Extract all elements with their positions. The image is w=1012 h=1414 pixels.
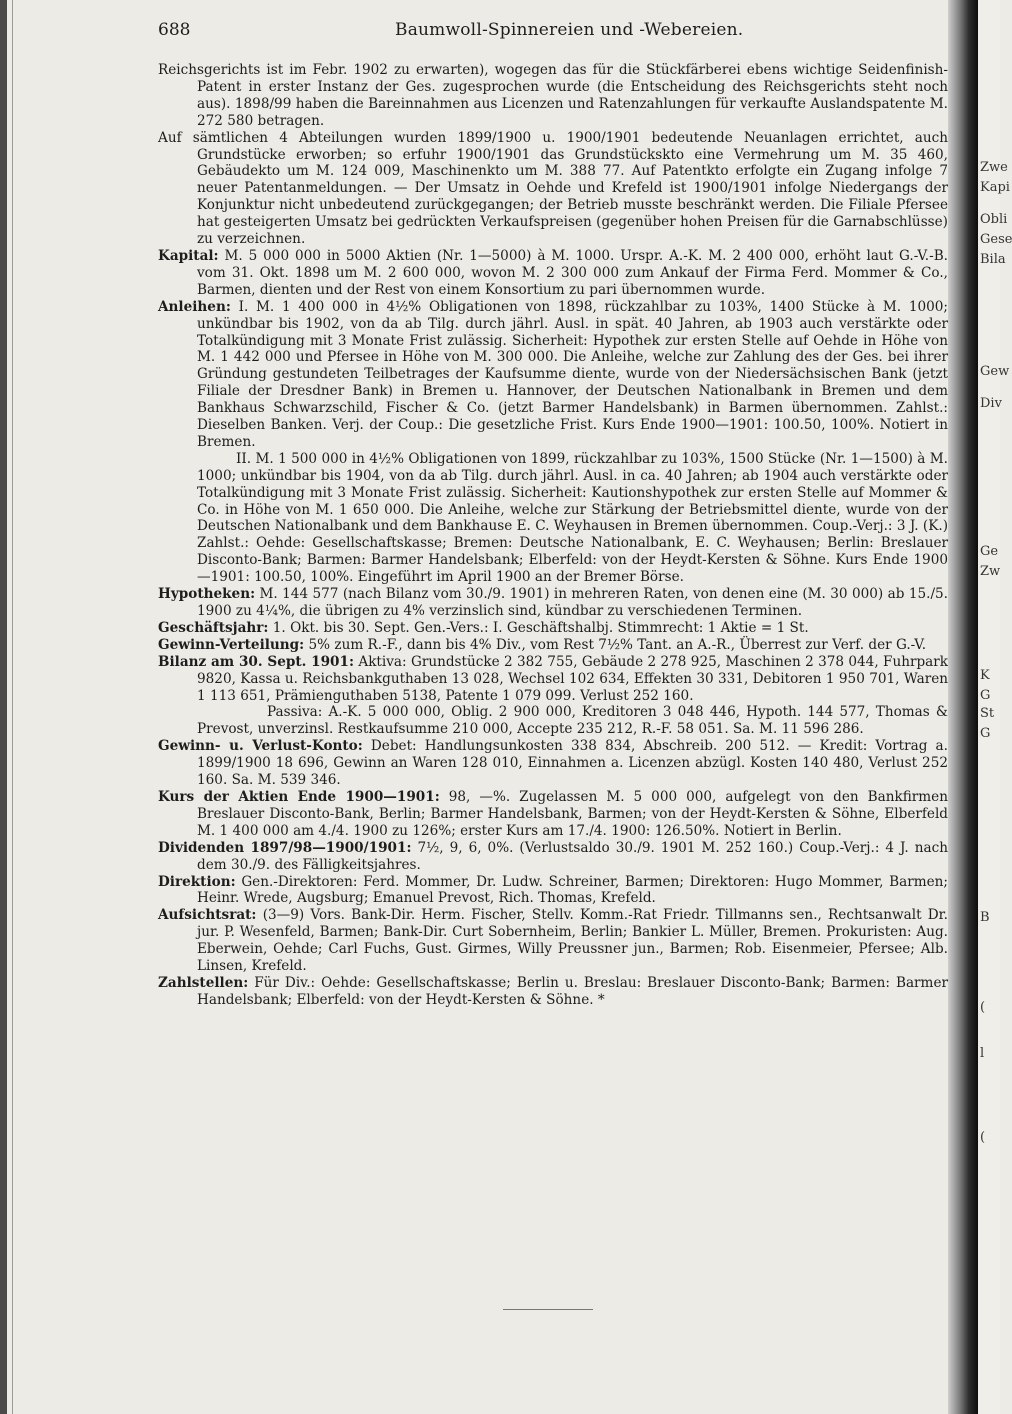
- paragraph-text: Auf sämtlichen 4 Abteilungen wurden 1899/1900 u. 1900/1901 bedeutende Neuanlagen errichtet, auch Grundstücke erworben; so erfuhr 1900/1901 das Grundstückskto eine Vermehrung um M. 35 460, Gebäudekto um M. 124 009, Maschinenkto um M. 388 77. Auf Patentkto erfolgte ein Zugang infolge 7 neuer Patentanmeldungen. — Der Umsatz in Oehde und Krefeld ist 1900/1901 infolge Niedergangs der Konjunktur nicht unbedeutend zurückgegangen; der Betrieb musste beschränkt werden. Die Filiale Pfersee hat gesteigerten Umsatz bei gedrückten Verkaufspreisen (gegenüber hohen Preisen für die Garnabschlüsse) zu verzeichnen.: [158, 129, 948, 248]
- paragraph: [158, 840, 948, 874]
- edge-fragment: Bila: [980, 252, 1006, 267]
- paragraph: [158, 637, 948, 654]
- edge-fragment: G: [980, 688, 991, 703]
- section-heading: Dividenden 1897/98—1900/1901:: [158, 839, 412, 856]
- section-heading: Anleihen:: [158, 298, 231, 315]
- paragraph-text: Aktiva: Grundstücke 2 382 755, Gebäude 2 278 925, Maschinen 2 378 044, Fuhrpark 9820, Kassa u. Reichsbankguthaben 13 028, Wechsel 102 634, Effekten 30 331, Debitoren 1 950 701, Waren 1 113 651, Prämienguthaben 5138, Patente 1 079 099. Verlust 252 160.: [197, 653, 948, 704]
- paragraph: [158, 738, 948, 789]
- running-head: Baumwoll-Spinnereien und -Webereien.: [395, 20, 744, 40]
- paragraph-text: Debet: Handlungsunkosten 338 834, Abschreib. 200 512. — Kredit: Vortrag a. 1899/1900 18 696, Gewinn an Waren 128 010, Einnahmen a. Licenzen abzügl. Kosten 140 480, Verlust 252 160. Sa. M. 539 346.: [197, 738, 948, 789]
- edge-fragment: St: [980, 706, 995, 721]
- footer-rule: [503, 1309, 593, 1310]
- paragraph: [158, 620, 948, 637]
- section-heading: Aufsichtsrat:: [158, 907, 257, 924]
- paragraph: [158, 248, 948, 299]
- paragraph: [158, 62, 948, 130]
- section-heading: Bilanz am 30. Sept. 1901:: [158, 653, 354, 670]
- paragraph: [158, 704, 948, 738]
- paragraph-text: Passiva: A.-K. 5 000 000, Oblig. 2 900 000, Kreditoren 3 048 446, Hypoth. 144 577, Thomas & Prevost, unverzinsl. Restkaufsumme 210 000, Accepte 235 212, R.-F. 58 051. Sa. M. 11 596 286.: [197, 704, 948, 738]
- page-number: 688: [158, 20, 191, 40]
- edge-fragment: K: [980, 668, 990, 683]
- paragraph: [158, 907, 948, 975]
- section-heading: Geschäftsjahr:: [158, 619, 269, 636]
- edge-fragment: B: [980, 910, 990, 925]
- edge-fragment: (: [980, 1130, 986, 1145]
- paragraph-text: M. 144 577 (nach Bilanz vom 30./9. 1901) in mehreren Raten, von denen eine (M. 30 000) ab 15./5. 1900 zu 4¼%, die übrigen zu 4% verzinslich sind, kündbar zu verschiedenen Terminen.: [197, 586, 948, 619]
- paragraph: [158, 789, 948, 840]
- paragraph-text: M. 5 000 000 in 5000 Aktien (Nr. 1—5000) à M. 1000. Urspr. A.-K. M. 2 400 000, erhöht laut G.-V.-B. vom 31. Okt. 1898 um M. 2 600 000, wovon M. 2 300 000 zum Ankauf der Firma Ferd. Mommer & Co., Barmen, dienten und der Rest von einem Konsortium zu pari übernommen wurde.: [197, 247, 949, 298]
- section-heading: Zahlstellen:: [158, 974, 249, 991]
- paragraph: [158, 975, 948, 1009]
- paragraph-text: Für Div.: Oehde: Gesellschaftskasse; Berlin u. Breslau: Breslauer Disconto-Bank; Barmen: Barmer Handelsbank; Elberfeld: von der Heydt-Kersten & Söhne. *: [197, 974, 948, 1008]
- section-heading: Gewinn-Verteilung:: [158, 636, 305, 653]
- book-gutter-shadow: [948, 0, 978, 1414]
- section-heading: Direktion:: [158, 873, 236, 890]
- edge-fragment: Kapi: [980, 180, 1010, 195]
- section-heading: Gewinn- u. Verlust-Konto:: [158, 738, 363, 755]
- edge-fragment: l: [980, 1046, 985, 1061]
- paragraph: [158, 451, 948, 586]
- paragraph-text: 7½, 9, 6, 0%. (Verlustsaldo 30./9. 1901 M. 252 160.) Coup.-Verj.: 4 J. nach dem 30./9. des Fälligkeitsjahres.: [197, 839, 948, 873]
- paragraph: [158, 586, 948, 620]
- edge-fragment: Gew: [980, 364, 1010, 379]
- paragraph-text: II. M. 1 500 000 in 4½% Obligationen von 1899, rückzahlbar zu 103%, 1500 Stücke (Nr. 1—1500) à M. 1000; unkündbar bis 1904, von da ab Tilg. durch jährl. Ausl. in ca. 40 Jahren; ab 1904 auch verstärkte oder Totalkündigung mit 3 Monate Frist zulässig. Sicherheit: Kautionshypothek zur ersten Stelle auf Mommer & Co. in Höhe von M. 1 650 000. Die Anleihe, welche zur Stärkung der Betriebsmittel diente, wurde von der Deutschen Nationalbank und dem Bankhause E. C. Weyhausen in Bremen übernommen. Coup.-Verj.: 3 J. (K.) Zahlst.: Oehde: Gesellschaftskasse; Bremen: Deutsche Nationalbank, E. C. Weyhausen; Berlin: Breslauer Disconto-Bank; Barmen: Barmer Handelsbank; Elberfeld: von der Heydt-Kersten & Söhne. Kurs Ende 1900—1901: 100.50, 100%. Eingeführt im April 1900 an der Bremer Börse.: [197, 450, 948, 586]
- paragraph: [158, 654, 948, 705]
- paragraph-text: 98, —%. Zugelassen M. 5 000 000, aufgelegt von den Bankfirmen Breslauer Disconto-Bank, Berlin; Barmer Handelsbank, Barmen; von der Heydt-Kersten & Söhne, Elberfeld M. 1 400 000 am 4./4. 1900 zu 126%; erster Kurs am 17./4. 1900: 126.50%. Notiert in Berlin.: [197, 788, 948, 839]
- section-heading: Kurs der Aktien Ende 1900—1901:: [158, 788, 440, 805]
- edge-fragment: (: [980, 1000, 986, 1015]
- edge-fragment: Obli: [980, 212, 1008, 227]
- paragraph-text: Reichsgerichts ist im Febr. 1902 zu erwarten), wogegen das für die Stückfärberei ebens wichtige Seidenfinish-Patent in erster Instanz der Ges. zugesprochen wurde (die Entscheidung des Reichsgerichts steht noch aus). 1898/99 haben die Bareinnahmen aus Licenzen und Ratenzahlungen für verkaufte Auslandspatente M. 272 580 betragen.: [158, 62, 948, 129]
- paragraph-text: 1. Okt. bis 30. Sept. Gen.-Vers.: I. Geschäftshalbj. Stimmrecht: 1 Aktie = 1 St.: [272, 619, 809, 636]
- paragraph-text: I. M. 1 400 000 in 4½% Obligationen von 1898, rückzahlbar zu 103%, 1400 Stücke à M. 1000; unkündbar bis 1902, von da ab Tilg. durch jährl. Ausl. in spät. 40 Jahren, ab 1903 auch verstärkte oder Totalkündigung mit 3 Monate Frist zulässig. Sicherheit: Hypothek zur ersten Stelle auf Oehde in Höhe von M. 1 442 000 und Pfersee in Höhe von M. 300 000. Die Anleihe, welche zur Zahlung des der Ges. bei ihrer Gründung gestundeten Teilbetrages der Kaufsumme diente, wurde von der Niedersächsischen Bank (jetzt Filiale der Dresdner Bank) in Bremen u. Hannover, der Deutschen Nationalbank in Bremen und dem Bankhaus Schwarzschild, Fischer & Co. (jetzt Barmer Handelsbank) in Barmen übernommen. Zahlst.: Dieselben Banken. Verj. der Coup.: Die gesetzliche Frist. Kurs Ende 1900—1901: 100.50, 100%. Notiert in Bremen.: [197, 298, 949, 450]
- section-heading: Kapital:: [158, 247, 219, 264]
- edge-fragment: Zw: [980, 564, 1001, 579]
- paragraph-text: 5% zum R.-F., dann bis 4% Div., vom Rest 7½% Tant. an A.-R., Überrest zur Verf. der G.-V.: [308, 636, 927, 653]
- paragraph-text: Gen.-Direktoren: Ferd. Mommer, Dr. Ludw. Schreiner, Barmen; Direktoren: Hugo Mommer, Barmen; Heinr. Wrede, Augsburg; Emanuel Prevost, Rich. Thomas, Krefeld.: [197, 873, 948, 907]
- edge-fragment: G: [980, 726, 991, 741]
- section-heading: Hypotheken:: [158, 586, 256, 603]
- paragraph: [158, 874, 948, 908]
- page-body: [158, 62, 948, 1009]
- paragraph: [158, 299, 948, 451]
- edge-fragment: Div: [980, 396, 1002, 411]
- paragraph-text: (3—9) Vors. Bank-Dir. Herm. Fischer, Stellv. Komm.-Rat Friedr. Tillmanns sen., Rechtsanwalt Dr. jur. P. Wesenfeld, Barmen; Bank-Dir. Curt Sobernheim, Berlin; Bankier L. Müller, Bremen. Prokuristen: Aug. Eberwein, Oehde; Carl Fuchs, Gust. Girmes, Willy Preussner jun., Barmen; Rob. Eisenmeier, Pfersee; Alb. Linsen, Krefeld.: [197, 907, 948, 975]
- adjacent-page-edge: [978, 0, 1012, 1414]
- edge-fragment: Zwe: [980, 160, 1008, 175]
- paragraph: [158, 130, 948, 248]
- edge-fragment: Ge: [980, 544, 999, 559]
- edge-fragment: Gese: [980, 232, 1012, 247]
